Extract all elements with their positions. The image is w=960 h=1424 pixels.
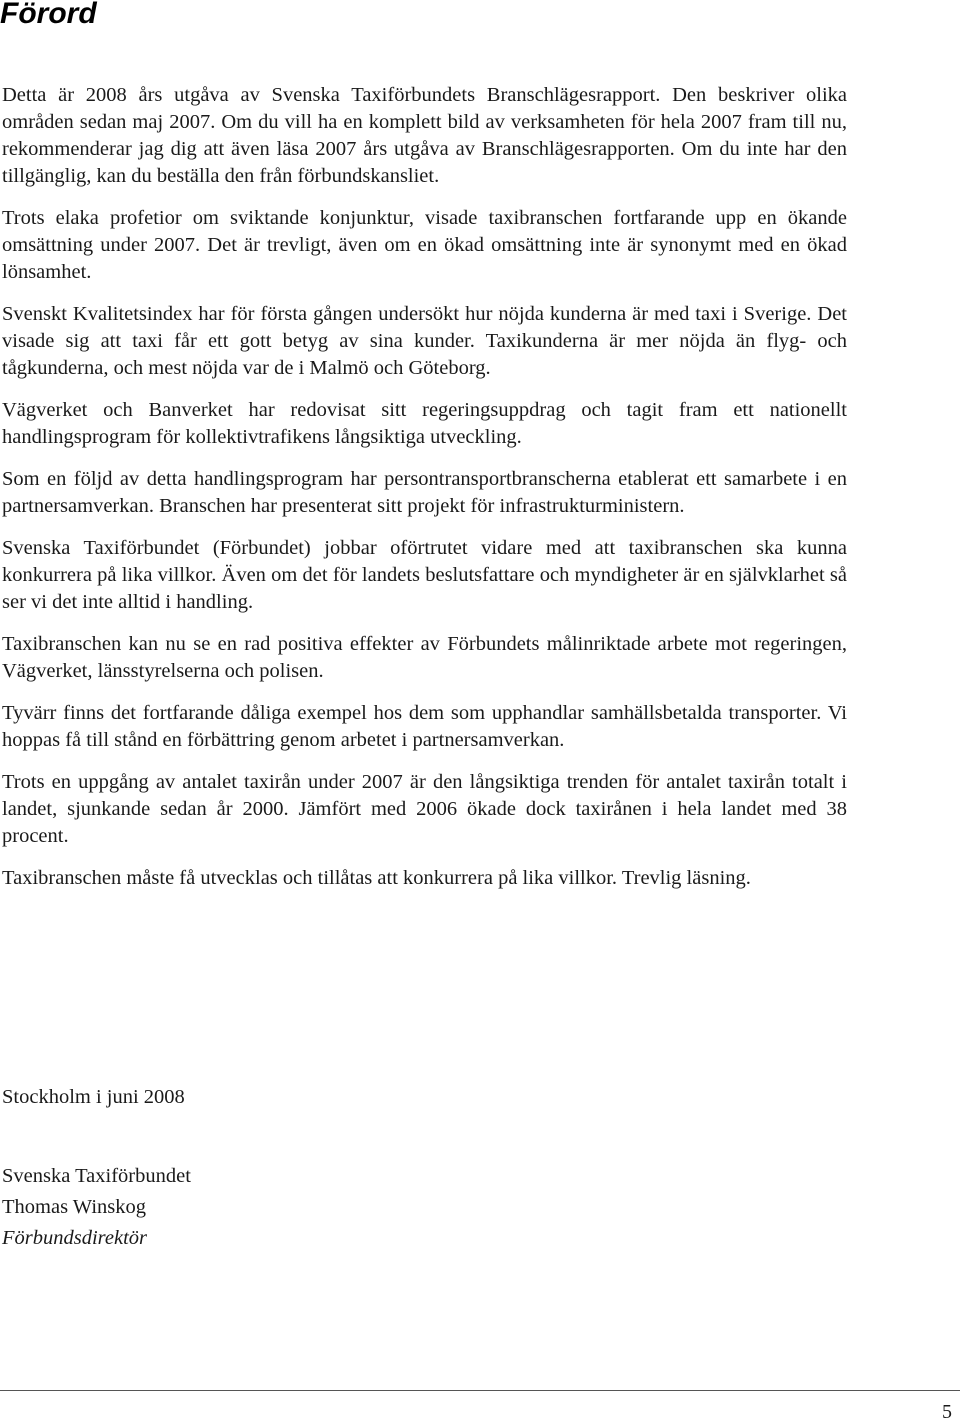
paragraph: Tyvärr finns det fortfarande dåliga exempel hos dem som upphandlar samhällsbetalda transporter. Vi hoppas få till stånd en förbättring genom arbetet i partnersamverkan.: [2, 702, 847, 751]
signature-organization: Svenska Taxiförbundet: [2, 1165, 191, 1187]
page-number: 5: [942, 1401, 952, 1423]
paragraph: Trots elaka profetior om sviktande konjunktur, visade taxibranschen fortfarande upp en ökande omsättning under 2007. Det är trevligt, även om en ökad omsättning inte är synonymt med en ökad lönsamhet.: [2, 207, 847, 283]
paragraph: Svenskt Kvalitetsindex har för första gången undersökt hur nöjda kunderna är med taxi i Sverige. Det visade sig att taxi får ett gott betyg av sina kunder. Taxikunderna är mer nöjda än flyg- och tågkunderna, och mest nöjda var de i Malmö och Göteborg.: [2, 303, 847, 379]
footer-divider: [0, 1390, 960, 1391]
paragraph: Taxibranschen måste få utvecklas och tillåtas att konkurrera på lika villkor. Trevlig läsning.: [2, 867, 751, 889]
signature-name: Thomas Winskog: [2, 1196, 147, 1218]
paragraph: Som en följd av detta handlingsprogram har persontransportbranscherna etablerat ett samarbete i en partnersamverkan. Branschen har presenterat sitt projekt för infrastrukturministern.: [2, 468, 847, 517]
paragraph: Vägverket och Banverket har redovisat sitt regeringsuppdrag och tagit fram ett nationellt handlingsprogram för kollektivtrafikens långsiktiga utveckling.: [2, 399, 847, 448]
body-text: [2, 82, 847, 907]
paragraph: Svenska Taxiförbundet (Förbundet) jobbar oförtrutet vidare med att taxibranschen ska kunna konkurrera på lika villkor. Även om det för landets beslutsfattare och myndigheter är en självklarhet så ser vi det inte alltid i handling.: [2, 537, 847, 613]
place-date: Stockholm i juni 2008: [2, 1086, 185, 1108]
page-title: Förord: [0, 0, 97, 30]
paragraph: Trots en uppgång av antalet taxirån under 2007 är den långsiktiga trenden för antalet taxirån totalt i landet, sjunkande sedan år 2000. Jämfört med 2006 ökade dock taxirånen i hela landet med 38 procent.: [2, 771, 847, 847]
signature-title: Förbundsdirektör: [2, 1227, 148, 1249]
paragraph: Taxibranschen kan nu se en rad positiva effekter av Förbundets målinriktade arbete mot regeringen, Vägverket, länsstyrelserna och polisen.: [2, 633, 847, 682]
signature-block: [2, 1161, 191, 1254]
paragraph: Detta är 2008 års utgåva av Svenska Taxiförbundets Branschlägesrapport. Den beskriver olika områden sedan maj 2007. Om du vill ha en komplett bild av verksamheten för hela 2007 fram till nu, rekommenderar jag dig att även läsa 2007 års utgåva av Branschlägesrapporten. Om du inte har den tillgänglig, kan du beställa den från förbundskansliet.: [2, 84, 847, 187]
